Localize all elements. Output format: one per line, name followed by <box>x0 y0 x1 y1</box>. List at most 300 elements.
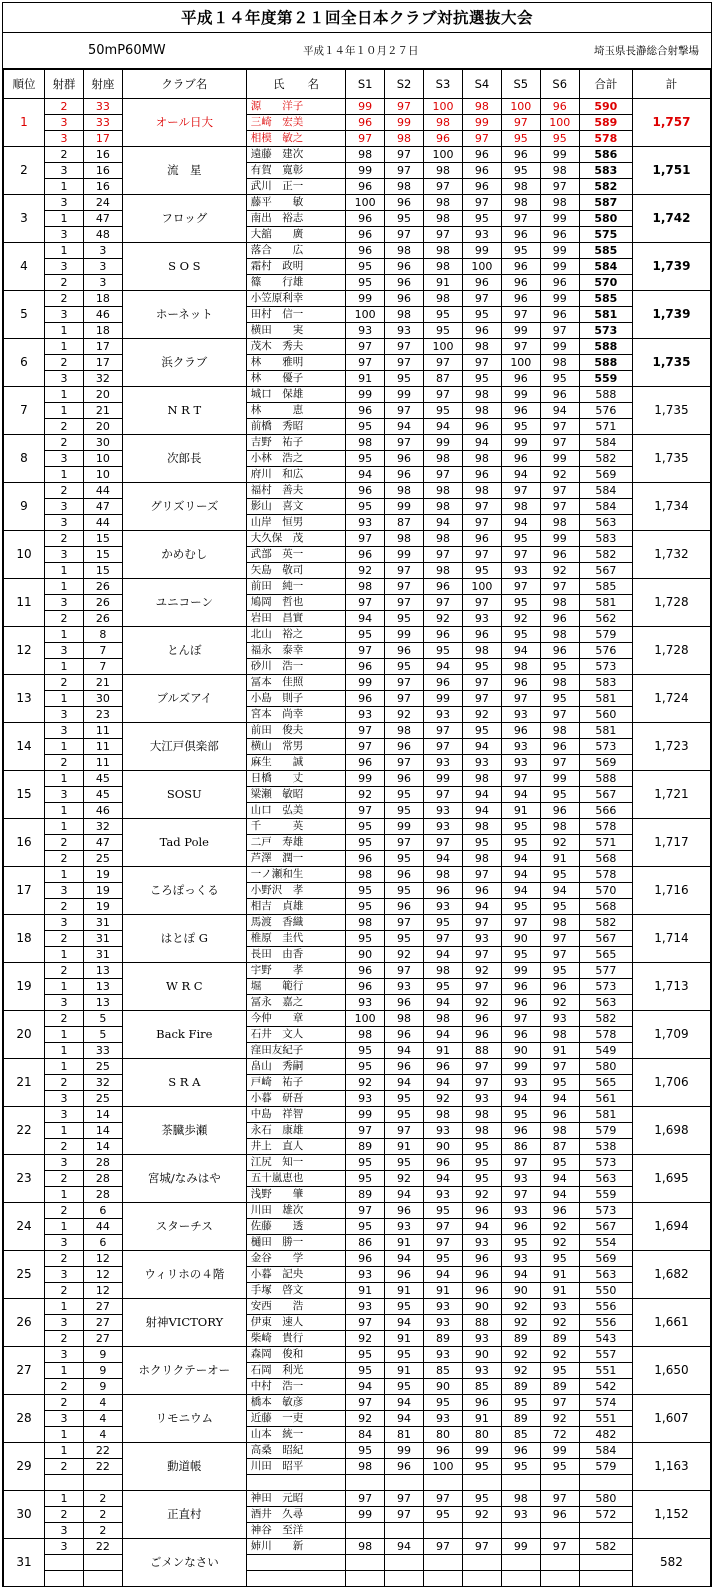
group-cell: 3 <box>44 1347 83 1363</box>
group-cell: 2 <box>44 1251 83 1267</box>
lane-cell: 7 <box>83 643 122 659</box>
series-score-s3: 98 <box>424 499 463 515</box>
club-name: Back Fire <box>122 1011 246 1059</box>
group-cell: 2 <box>44 275 83 291</box>
shooter-name: 中村 浩一 <box>246 1379 345 1395</box>
team-total: 1,732 <box>632 531 710 579</box>
lane-cell: 27 <box>83 1315 122 1331</box>
series-score-s3: 90 <box>424 1139 463 1155</box>
series-score-s3: 98 <box>424 259 463 275</box>
series-score-s3: 98 <box>424 1107 463 1123</box>
series-score-s5 <box>501 1475 540 1491</box>
table-row <box>4 1347 711 1363</box>
series-score-s2: 96 <box>385 259 424 275</box>
series-score-s1: 92 <box>346 563 385 579</box>
shooter-total: 585 <box>579 291 632 307</box>
series-score-s5: 95 <box>501 131 540 147</box>
series-score-s1: 92 <box>346 1331 385 1347</box>
lane-cell: 4 <box>83 1411 122 1427</box>
shooter-name: 橋本 敏彦 <box>246 1395 345 1411</box>
series-score-s5: 99 <box>501 963 540 979</box>
shooter-name: 神谷 至洋 <box>246 1523 345 1539</box>
lane-cell: 31 <box>83 947 122 963</box>
series-score-s2: 97 <box>385 835 424 851</box>
series-score-s1: 93 <box>346 1299 385 1315</box>
group-cell: 2 <box>44 1203 83 1219</box>
series-score-s5: 98 <box>501 195 540 211</box>
series-score-s3: 80 <box>424 1427 463 1443</box>
series-score-s2: 95 <box>385 803 424 819</box>
series-score-s5: 95 <box>501 595 540 611</box>
shooter-name: 影山 喜文 <box>246 499 345 515</box>
series-score-s3: 98 <box>424 963 463 979</box>
series-score-s6: 98 <box>540 675 579 691</box>
shooter-total: 577 <box>579 963 632 979</box>
table-row <box>4 211 711 227</box>
rank-cell: 4 <box>4 243 45 291</box>
group-cell: 3 <box>44 451 83 467</box>
rank-cell: 5 <box>4 291 45 339</box>
series-score-s4: 97 <box>462 1059 501 1075</box>
series-score-s4: 97 <box>462 131 501 147</box>
series-score-s3: 94 <box>424 1027 463 1043</box>
shooter-name: 三崎 宏美 <box>246 115 345 131</box>
series-score-s6: 92 <box>540 1347 579 1363</box>
shooter-total: 584 <box>579 483 632 499</box>
group-cell: 2 <box>44 755 83 771</box>
series-score-s5: 93 <box>501 1075 540 1091</box>
series-score-s6: 96 <box>540 803 579 819</box>
shooter-total: 578 <box>579 1027 632 1043</box>
shooter-name: 鳩岡 哲也 <box>246 595 345 611</box>
team-total: 1,735 <box>632 435 710 483</box>
table-row <box>4 1539 711 1555</box>
table-row <box>4 323 711 339</box>
lane-cell: 18 <box>83 291 122 307</box>
lane-cell: 20 <box>83 419 122 435</box>
series-score-s5: 95 <box>501 1395 540 1411</box>
series-score-s6: 100 <box>540 115 579 131</box>
series-score-s3: 95 <box>424 1203 463 1219</box>
series-score-s2: 96 <box>385 195 424 211</box>
series-score-s6: 96 <box>540 739 579 755</box>
group-cell: 3 <box>44 1315 83 1331</box>
shooter-total: 565 <box>579 947 632 963</box>
event-venue: 埼玉県長瀞総合射撃場 <box>594 45 699 57</box>
rank-cell: 16 <box>4 819 45 867</box>
series-score-s4: 96 <box>462 1251 501 1267</box>
rank-cell: 21 <box>4 1059 45 1107</box>
series-score-s4: 93 <box>462 1363 501 1379</box>
table-row <box>4 307 711 323</box>
series-score-s6: 95 <box>540 371 579 387</box>
rank-cell: 6 <box>4 339 45 387</box>
club-name: グリズリーズ <box>122 483 246 531</box>
series-score-s2: 97 <box>385 1123 424 1139</box>
series-score-s1: 97 <box>346 1123 385 1139</box>
series-score-s6: 95 <box>540 787 579 803</box>
lane-cell: 3 <box>83 275 122 291</box>
series-score-s2: 95 <box>385 1091 424 1107</box>
series-score-s5: 95 <box>501 163 540 179</box>
group-cell: 3 <box>44 227 83 243</box>
group-cell: 2 <box>44 355 83 371</box>
series-score-s6: 99 <box>540 771 579 787</box>
shooter-name: 森岡 俊和 <box>246 1347 345 1363</box>
series-score-s2: 96 <box>385 1203 424 1219</box>
shooter-name: 五十嵐恵也 <box>246 1171 345 1187</box>
lane-cell: 15 <box>83 547 122 563</box>
series-score-s4: 100 <box>462 579 501 595</box>
lane-cell: 22 <box>83 1443 122 1459</box>
group-cell: 3 <box>44 259 83 275</box>
series-score-s3: 97 <box>424 787 463 803</box>
series-score-s5: 96 <box>501 227 540 243</box>
series-score-s6: 97 <box>540 323 579 339</box>
series-score-s3: 97 <box>424 931 463 947</box>
series-score-s3: 91 <box>424 1283 463 1299</box>
lane-cell: 16 <box>83 163 122 179</box>
series-score-s1: 96 <box>346 115 385 131</box>
lane-cell: 25 <box>83 851 122 867</box>
series-score-s6: 96 <box>540 643 579 659</box>
series-score-s5: 93 <box>501 1203 540 1219</box>
lane-cell: 16 <box>83 179 122 195</box>
group-cell: 2 <box>44 675 83 691</box>
lane-cell: 33 <box>83 1043 122 1059</box>
series-score-s4: 99 <box>462 243 501 259</box>
series-score-s6: 96 <box>540 1107 579 1123</box>
series-score-s6: 92 <box>540 995 579 1011</box>
series-score-s3: 99 <box>424 691 463 707</box>
series-score-s6: 95 <box>540 899 579 915</box>
series-score-s1: 89 <box>346 1187 385 1203</box>
lane-cell: 5 <box>83 1011 122 1027</box>
table-row <box>4 867 711 883</box>
shooter-name: 日橋 丈 <box>246 771 345 787</box>
series-score-s4: 96 <box>462 1011 501 1027</box>
series-score-s1: 92 <box>346 1075 385 1091</box>
series-score-s2: 94 <box>385 1411 424 1427</box>
table-row <box>4 787 711 803</box>
shooter-name <box>246 1571 345 1587</box>
series-score-s3: 93 <box>424 899 463 915</box>
shooter-total: 573 <box>579 739 632 755</box>
lane-cell: 45 <box>83 787 122 803</box>
series-score-s6: 95 <box>540 963 579 979</box>
series-score-s2: 93 <box>385 323 424 339</box>
shooter-total: 551 <box>579 1411 632 1427</box>
rank-cell: 20 <box>4 1011 45 1059</box>
table-row <box>4 387 711 403</box>
series-score-s2: 98 <box>385 243 424 259</box>
series-score-s6: 96 <box>540 979 579 995</box>
series-score-s5: 94 <box>501 851 540 867</box>
lane-cell: 28 <box>83 1187 122 1203</box>
shooter-total: 556 <box>579 1299 632 1315</box>
lane-cell: 18 <box>83 323 122 339</box>
table-row <box>4 755 711 771</box>
series-score-s4: 95 <box>462 1459 501 1475</box>
club-name: とんぼ <box>122 627 246 675</box>
club-name: ごメンなさい <box>122 1539 246 1587</box>
table-row <box>4 531 711 547</box>
series-score-s6: 92 <box>540 1235 579 1251</box>
series-score-s5: 92 <box>501 611 540 627</box>
group-cell: 3 <box>44 547 83 563</box>
shooter-name: 横山 常男 <box>246 739 345 755</box>
shooter-name: 大久保 茂 <box>246 531 345 547</box>
series-score-s4: 93 <box>462 755 501 771</box>
shooter-total: 560 <box>579 707 632 723</box>
series-score-s1: 86 <box>346 1235 385 1251</box>
table-row <box>4 1027 711 1043</box>
series-score-s6: 97 <box>540 931 579 947</box>
series-score-s4: 97 <box>462 515 501 531</box>
group-cell: 2 <box>44 291 83 307</box>
group-cell: 3 <box>44 371 83 387</box>
group-cell: 1 <box>44 579 83 595</box>
series-score-s4 <box>462 1571 501 1587</box>
series-score-s6: 98 <box>540 515 579 531</box>
lane-cell: 27 <box>83 1299 122 1315</box>
rank-cell: 31 <box>4 1539 45 1587</box>
table-row <box>4 1203 711 1219</box>
shooter-name <box>246 1475 345 1491</box>
series-score-s4: 96 <box>462 163 501 179</box>
team-total: 1,739 <box>632 291 710 339</box>
group-cell: 3 <box>44 1267 83 1283</box>
shooter-total: 557 <box>579 1347 632 1363</box>
shooter-total: 576 <box>579 643 632 659</box>
shooter-name: 伊東 速人 <box>246 1315 345 1331</box>
series-score-s5: 89 <box>501 1411 540 1427</box>
series-score-s1 <box>346 1555 385 1571</box>
series-score-s3: 96 <box>424 579 463 595</box>
page-title: 平成１４年度第２１回全日本クラブ対抗選抜大会 <box>3 3 711 33</box>
team-total: 1,735 <box>632 387 710 435</box>
series-score-s6: 97 <box>540 755 579 771</box>
series-score-s4: 96 <box>462 275 501 291</box>
series-score-s5: 96 <box>501 723 540 739</box>
series-score-s2: 95 <box>385 211 424 227</box>
series-score-s1: 96 <box>346 243 385 259</box>
lane-cell: 9 <box>83 1363 122 1379</box>
table-row <box>4 451 711 467</box>
series-score-s6: 99 <box>540 291 579 307</box>
team-total: 1,724 <box>632 675 710 723</box>
lane-cell <box>83 1555 122 1571</box>
table-row <box>4 1267 711 1283</box>
series-score-s5: 97 <box>501 339 540 355</box>
series-score-s5: 95 <box>501 419 540 435</box>
series-score-s6: 99 <box>540 451 579 467</box>
shooter-name: 城口 保雄 <box>246 387 345 403</box>
club-name: 大江戸倶楽部 <box>122 723 246 771</box>
series-score-s2: 99 <box>385 819 424 835</box>
series-score-s3: 89 <box>424 1331 463 1347</box>
rank-cell: 30 <box>4 1491 45 1539</box>
shooter-total: 578 <box>579 867 632 883</box>
series-score-s4: 93 <box>462 227 501 243</box>
series-score-s1: 95 <box>346 899 385 915</box>
group-cell <box>44 1555 83 1571</box>
group-cell: 2 <box>44 1395 83 1411</box>
series-score-s3: 93 <box>424 1299 463 1315</box>
series-score-s6: 99 <box>540 1443 579 1459</box>
series-score-s2: 95 <box>385 659 424 675</box>
group-cell: 1 <box>44 1027 83 1043</box>
series-score-s3 <box>424 1571 463 1587</box>
series-score-s1: 97 <box>346 595 385 611</box>
shooter-name: 府川 和広 <box>246 467 345 483</box>
series-score-s1: 93 <box>346 515 385 531</box>
group-cell: 2 <box>44 1459 83 1475</box>
series-score-s2: 96 <box>385 643 424 659</box>
series-score-s1: 98 <box>346 1539 385 1555</box>
series-score-s2: 96 <box>385 291 424 307</box>
shooter-name: 宇野 孝 <box>246 963 345 979</box>
series-score-s6: 94 <box>540 403 579 419</box>
series-score-s1: 98 <box>346 579 385 595</box>
shooter-name: 佐藤 透 <box>246 1219 345 1235</box>
table-row <box>4 915 711 931</box>
table-row <box>4 979 711 995</box>
club-name: W R C <box>122 963 246 1011</box>
series-score-s2: 94 <box>385 1251 424 1267</box>
table-row <box>4 371 711 387</box>
series-score-s5: 95 <box>501 243 540 259</box>
col-header-s6: S6 <box>540 70 579 99</box>
series-score-s1: 91 <box>346 1283 385 1299</box>
shooter-total: 562 <box>579 611 632 627</box>
group-cell: 1 <box>44 979 83 995</box>
series-score-s5 <box>501 1523 540 1539</box>
col-header-sum: 合計 <box>579 70 632 99</box>
series-score-s3: 93 <box>424 1187 463 1203</box>
series-score-s4: 96 <box>462 1027 501 1043</box>
series-score-s4: 97 <box>462 195 501 211</box>
table-row <box>4 1059 711 1075</box>
club-name: スターチス <box>122 1203 246 1251</box>
shooter-total: 554 <box>579 1235 632 1251</box>
table-row <box>4 483 711 499</box>
series-score-s3: 97 <box>424 467 463 483</box>
team-total: 1,698 <box>632 1107 710 1155</box>
rank-cell: 22 <box>4 1107 45 1155</box>
shooter-total: 569 <box>579 467 632 483</box>
table-row <box>4 835 711 851</box>
shooter-total: 569 <box>579 1251 632 1267</box>
table-row <box>4 739 711 755</box>
table-row <box>4 195 711 211</box>
series-score-s4: 88 <box>462 1315 501 1331</box>
shooter-name: 南出 裕志 <box>246 211 345 227</box>
col-header-club: クラブ名 <box>122 70 246 99</box>
lane-cell: 19 <box>83 867 122 883</box>
lane-cell: 26 <box>83 611 122 627</box>
shooter-total: 579 <box>579 1123 632 1139</box>
series-score-s6: 96 <box>540 307 579 323</box>
shooter-name: 茂木 秀夫 <box>246 339 345 355</box>
series-score-s1: 99 <box>346 291 385 307</box>
series-score-s5: 96 <box>501 371 540 387</box>
series-score-s6: 97 <box>540 947 579 963</box>
table-row <box>4 1315 711 1331</box>
series-score-s2: 91 <box>385 1139 424 1155</box>
team-total: 1,728 <box>632 579 710 627</box>
shooter-total: 551 <box>579 1363 632 1379</box>
series-score-s1: 95 <box>346 819 385 835</box>
series-score-s6: 97 <box>540 1059 579 1075</box>
lane-cell: 4 <box>83 1395 122 1411</box>
series-score-s6: 95 <box>540 131 579 147</box>
shooter-name: 小暮 研吾 <box>246 1091 345 1107</box>
group-cell: 2 <box>44 931 83 947</box>
table-row <box>4 627 711 643</box>
series-score-s5: 96 <box>501 1219 540 1235</box>
group-cell <box>44 1571 83 1587</box>
series-score-s4: 92 <box>462 1507 501 1523</box>
group-cell: 3 <box>44 915 83 931</box>
shooter-total: 482 <box>579 1427 632 1443</box>
series-score-s6: 89 <box>540 1331 579 1347</box>
series-score-s1: 100 <box>346 307 385 323</box>
series-score-s4: 95 <box>462 723 501 739</box>
series-score-s1: 96 <box>346 979 385 995</box>
series-score-s5: 94 <box>501 787 540 803</box>
series-score-s1: 90 <box>346 947 385 963</box>
rank-cell: 11 <box>4 579 45 627</box>
shooter-total: 573 <box>579 979 632 995</box>
team-total: 1,723 <box>632 723 710 771</box>
shooter-total: 563 <box>579 515 632 531</box>
series-score-s5: 90 <box>501 1283 540 1299</box>
series-score-s5: 97 <box>501 771 540 787</box>
series-score-s6: 89 <box>540 1379 579 1395</box>
series-score-s1: 96 <box>346 403 385 419</box>
shooter-total: 580 <box>579 1059 632 1075</box>
shooter-total: 567 <box>579 787 632 803</box>
shooter-name: 前橋 秀昭 <box>246 419 345 435</box>
group-cell: 1 <box>44 467 83 483</box>
series-score-s3: 87 <box>424 371 463 387</box>
series-score-s3: 95 <box>424 915 463 931</box>
group-cell: 1 <box>44 1059 83 1075</box>
shooter-name: 石岡 利光 <box>246 1363 345 1379</box>
series-score-s1: 96 <box>346 483 385 499</box>
series-score-s3: 98 <box>424 163 463 179</box>
lane-cell: 30 <box>83 435 122 451</box>
lane-cell: 2 <box>83 1507 122 1523</box>
series-score-s6: 92 <box>540 1315 579 1331</box>
series-score-s2 <box>385 1555 424 1571</box>
lane-cell: 19 <box>83 883 122 899</box>
series-score-s3: 97 <box>424 1235 463 1251</box>
team-total: 1,742 <box>632 195 710 243</box>
shooter-total: 582 <box>579 547 632 563</box>
team-total: 582 <box>632 1539 710 1587</box>
shooter-name: 山岸 恒男 <box>246 515 345 531</box>
shooter-name: 一ノ瀬和生 <box>246 867 345 883</box>
series-score-s5: 94 <box>501 883 540 899</box>
series-score-s1: 91 <box>346 371 385 387</box>
series-score-s3: 93 <box>424 707 463 723</box>
series-score-s5: 100 <box>501 355 540 371</box>
series-score-s3: 93 <box>424 1347 463 1363</box>
shooter-name: 川田 昭平 <box>246 1459 345 1475</box>
shooter-name: 川田 雄次 <box>246 1203 345 1219</box>
